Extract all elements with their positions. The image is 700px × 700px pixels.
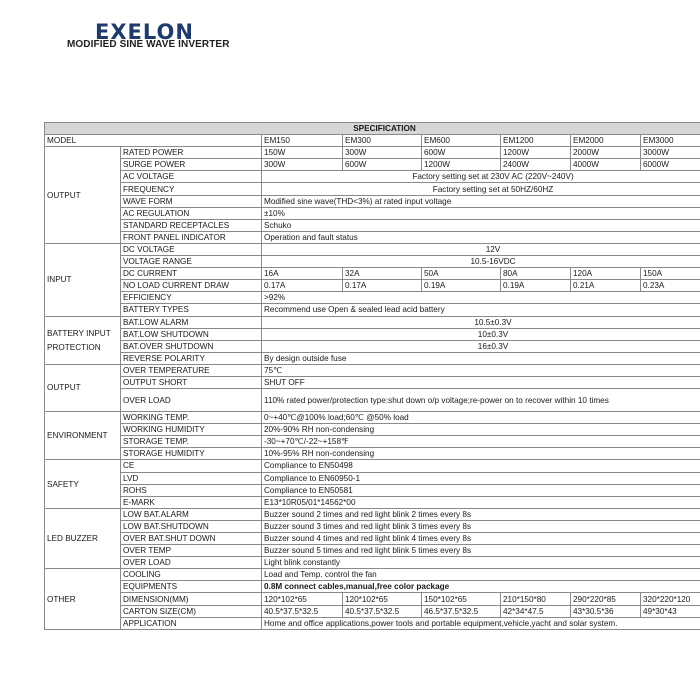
value-cell: 42*34*47.5 xyxy=(501,605,571,617)
value-cell: 20%-90% RH non-condensing xyxy=(262,424,700,436)
value-cell: 12V xyxy=(262,243,700,255)
value-cell: ±10% xyxy=(262,207,700,219)
model-cell: EM1200 xyxy=(501,135,571,147)
model-cell: EM600 xyxy=(422,135,501,147)
table-row xyxy=(45,520,700,532)
table-row xyxy=(45,617,700,629)
row-label: BATTERY TYPES xyxy=(121,304,262,316)
value-cell: 4000W xyxy=(571,159,641,171)
table-row xyxy=(45,569,700,581)
row-label: BAT.OVER SHUTDOWN xyxy=(121,340,262,352)
row-label: STANDARD RECEPTACLES xyxy=(121,219,262,231)
table-row xyxy=(45,581,700,593)
row-label: RATED POWER xyxy=(121,147,262,159)
model-cell: EM3000 xyxy=(641,135,700,147)
category-battery-protection xyxy=(45,316,121,364)
table-row xyxy=(45,352,700,364)
row-label: DC VOLTAGE xyxy=(121,243,262,255)
value-cell: 43*30.5*36 xyxy=(571,605,641,617)
value-cell: 210*150*80 xyxy=(501,593,571,605)
model-cell: EM150 xyxy=(262,135,343,147)
category-output: OUTPUT xyxy=(45,147,121,244)
model-row xyxy=(45,135,700,147)
value-cell: 600W xyxy=(343,159,422,171)
value-cell: Compliance to EN50498 xyxy=(262,460,700,472)
value-cell: 32A xyxy=(343,268,422,280)
row-label: FREQUENCY xyxy=(121,183,262,195)
value-cell: 1200W xyxy=(422,159,501,171)
value-cell: By design outside fuse xyxy=(262,352,700,364)
value-cell: Buzzer sound 5 times and red light blink 5 times every 8s xyxy=(262,545,700,557)
row-label: NO LOAD CURRENT DRAW xyxy=(121,280,262,292)
category-line: PROTECTION xyxy=(47,342,101,352)
table-row xyxy=(45,472,700,484)
value-cell: Light blink constantly xyxy=(262,557,700,569)
row-label: SURGE POWER xyxy=(121,159,262,171)
table-row xyxy=(45,424,700,436)
value-cell: Buzzer sound 2 times and red light blink 2 times every 8s xyxy=(262,508,700,520)
product-subtitle: MODIFIED SINE WAVE INVERTER xyxy=(67,39,230,50)
value-cell: Factory setting set at 230V AC (220V~240V) xyxy=(262,171,700,183)
row-label: AC REGULATION xyxy=(121,207,262,219)
value-cell: 10±0.3V xyxy=(262,328,700,340)
table-row xyxy=(45,256,700,268)
row-label: STORAGE TEMP. xyxy=(121,436,262,448)
category-other: OTHER xyxy=(45,569,121,629)
brand-logo: EXELON xyxy=(95,20,194,44)
value-cell: Factory setting set at 50HZ/60HZ xyxy=(262,183,700,195)
row-label: BAT.LOW SHUTDOWN xyxy=(121,328,262,340)
table-row xyxy=(45,340,700,352)
category-led-buzzer: LED BUZZER xyxy=(45,508,121,568)
value-cell: 0~+40℃@100% load;60℃ @50% load xyxy=(262,412,700,424)
row-label: EQUIPMENTS xyxy=(121,581,262,593)
value-cell: 75℃ xyxy=(262,364,700,376)
row-label: ROHS xyxy=(121,484,262,496)
value-cell: -30~+70℃/-22~+158℉ xyxy=(262,436,700,448)
value-cell: Buzzer sound 3 times and red light blink 3 times every 8s xyxy=(262,520,700,532)
table-header-row xyxy=(45,123,700,135)
table-row xyxy=(45,508,700,520)
table-row xyxy=(45,436,700,448)
value-cell: 0.19A xyxy=(501,280,571,292)
table-row xyxy=(45,533,700,545)
value-cell: 6000W xyxy=(641,159,700,171)
value-cell: 0.23A xyxy=(641,280,700,292)
table-row xyxy=(45,328,700,340)
table-row xyxy=(45,159,700,171)
category-safety: SAFETY xyxy=(45,460,121,508)
value-cell: 1200W xyxy=(501,147,571,159)
row-label: OVER LOAD xyxy=(121,557,262,569)
value-cell: 10.5±0.3V xyxy=(262,316,700,328)
value-cell: Home and office applications,power tools and portable equipment,vehicle,yacht and solar system. xyxy=(262,617,700,629)
value-cell: Buzzer sound 4 times and red light blink 4 times every 8s xyxy=(262,533,700,545)
value-cell: Modified sine wave(THD<3%) at rated input voltage xyxy=(262,195,700,207)
table-row xyxy=(45,195,700,207)
value-cell: >92% xyxy=(262,292,700,304)
value-cell: Operation and fault status xyxy=(262,231,700,243)
table-row xyxy=(45,231,700,243)
value-cell: Recommend use Open & sealed lead acid battery xyxy=(262,304,700,316)
specification-table xyxy=(44,122,700,630)
value-cell: Compliance to EN60950-1 xyxy=(262,472,700,484)
value-cell: 80A xyxy=(501,268,571,280)
table-row xyxy=(45,243,700,255)
table-row xyxy=(45,484,700,496)
value-cell: 0.19A xyxy=(422,280,501,292)
value-cell: 46.5*37.5*32.5 xyxy=(422,605,501,617)
table-row xyxy=(45,364,700,376)
row-label: OVER TEMPERATURE xyxy=(121,364,262,376)
value-cell: 120*102*65 xyxy=(262,593,343,605)
model-cell: EM2000 xyxy=(571,135,641,147)
value-cell: 16A xyxy=(262,268,343,280)
row-label: DC CURRENT xyxy=(121,268,262,280)
value-cell: 150*102*65 xyxy=(422,593,501,605)
table-row xyxy=(45,316,700,328)
value-cell: 2000W xyxy=(571,147,641,159)
value-cell: 300W xyxy=(343,147,422,159)
table-row xyxy=(45,207,700,219)
row-label: COOLING xyxy=(121,569,262,581)
value-cell: 150A xyxy=(641,268,700,280)
table-row xyxy=(45,292,700,304)
row-label: CARTON SIZE(CM) xyxy=(121,605,262,617)
row-label: AC VOLTAGE xyxy=(121,171,262,183)
value-cell: SHUT OFF xyxy=(262,376,700,388)
table-row xyxy=(45,448,700,460)
value-cell: Schuko xyxy=(262,219,700,231)
category-environment: ENVIRONMENT xyxy=(45,412,121,460)
row-label: LVD xyxy=(121,472,262,484)
table-row xyxy=(45,389,700,412)
value-cell: Compliance to EN50581 xyxy=(262,484,700,496)
row-label: OVER LOAD xyxy=(121,389,262,412)
value-cell: 320*220*120 xyxy=(641,593,700,605)
value-cell: 150W xyxy=(262,147,343,159)
row-label: LOW BAT.ALARM xyxy=(121,508,262,520)
row-label: FRONT PANEL INDICATOR xyxy=(121,231,262,243)
table-row xyxy=(45,460,700,472)
table-row xyxy=(45,376,700,388)
table-title: SPECIFICATION xyxy=(45,123,700,135)
model-label: MODEL xyxy=(45,135,262,147)
row-label: WAVE FORM xyxy=(121,195,262,207)
table-row xyxy=(45,171,700,183)
value-cell: 300W xyxy=(262,159,343,171)
table-row xyxy=(45,412,700,424)
row-label: DIMENSION(MM) xyxy=(121,593,262,605)
value-cell: 120*102*65 xyxy=(343,593,422,605)
row-label: WORKING TEMP. xyxy=(121,412,262,424)
model-cell: EM300 xyxy=(343,135,422,147)
value-cell: 10.5-16VDC xyxy=(262,256,700,268)
category-input: INPUT xyxy=(45,243,121,316)
value-cell: 0.21A xyxy=(571,280,641,292)
value-cell: 120A xyxy=(571,268,641,280)
row-label: OVER BAT.SHUT DOWN xyxy=(121,533,262,545)
value-cell: 600W xyxy=(422,147,501,159)
table-row xyxy=(45,496,700,508)
value-cell: 49*30*43 xyxy=(641,605,700,617)
value-cell: 110% rated power/protection type:shut down o/p voltage;re-power on to recover within 10 times xyxy=(262,389,700,412)
category-line: BATTERY INPUT xyxy=(47,328,111,338)
row-label: E-MARK xyxy=(121,496,262,508)
table-row xyxy=(45,545,700,557)
value-cell: 0.17A xyxy=(262,280,343,292)
value-cell: 0.17A xyxy=(343,280,422,292)
table-row xyxy=(45,593,700,605)
row-label: WORKING HUMIDITY xyxy=(121,424,262,436)
table-row xyxy=(45,605,700,617)
table-row xyxy=(45,268,700,280)
row-label: LOW BAT.SHUTDOWN xyxy=(121,520,262,532)
table-row xyxy=(45,147,700,159)
row-label: STORAGE HUMIDITY xyxy=(121,448,262,460)
value-cell: Load and Temp. control the fan xyxy=(262,569,700,581)
row-label: EFFICIENCY xyxy=(121,292,262,304)
table-row xyxy=(45,183,700,195)
value-cell: 16±0.3V xyxy=(262,340,700,352)
value-cell: E13*10R05/01*14562*00 xyxy=(262,496,700,508)
table-row xyxy=(45,304,700,316)
value-cell: 40.5*37.5*32.5 xyxy=(343,605,422,617)
value-cell: 3000W xyxy=(641,147,700,159)
row-label: BAT.LOW ALARM xyxy=(121,316,262,328)
row-label: OVER TEMP xyxy=(121,545,262,557)
value-cell: 50A xyxy=(422,268,501,280)
value-cell: 290*220*85 xyxy=(571,593,641,605)
row-label: APPLICATION xyxy=(121,617,262,629)
value-cell: 40.5*37.5*32.5 xyxy=(262,605,343,617)
row-label: VOLTAGE RANGE xyxy=(121,256,262,268)
value-cell: 0.8M connect cables,manual,free color package xyxy=(262,581,700,593)
row-label: CE xyxy=(121,460,262,472)
table-row xyxy=(45,280,700,292)
value-cell: 2400W xyxy=(501,159,571,171)
row-label: REVERSE POLARITY xyxy=(121,352,262,364)
table-row xyxy=(45,557,700,569)
category-output-protection: OUTPUT xyxy=(45,364,121,411)
value-cell: 10%-95% RH non-condensing xyxy=(262,448,700,460)
row-label: OUTPUT SHORT xyxy=(121,376,262,388)
table-row xyxy=(45,219,700,231)
